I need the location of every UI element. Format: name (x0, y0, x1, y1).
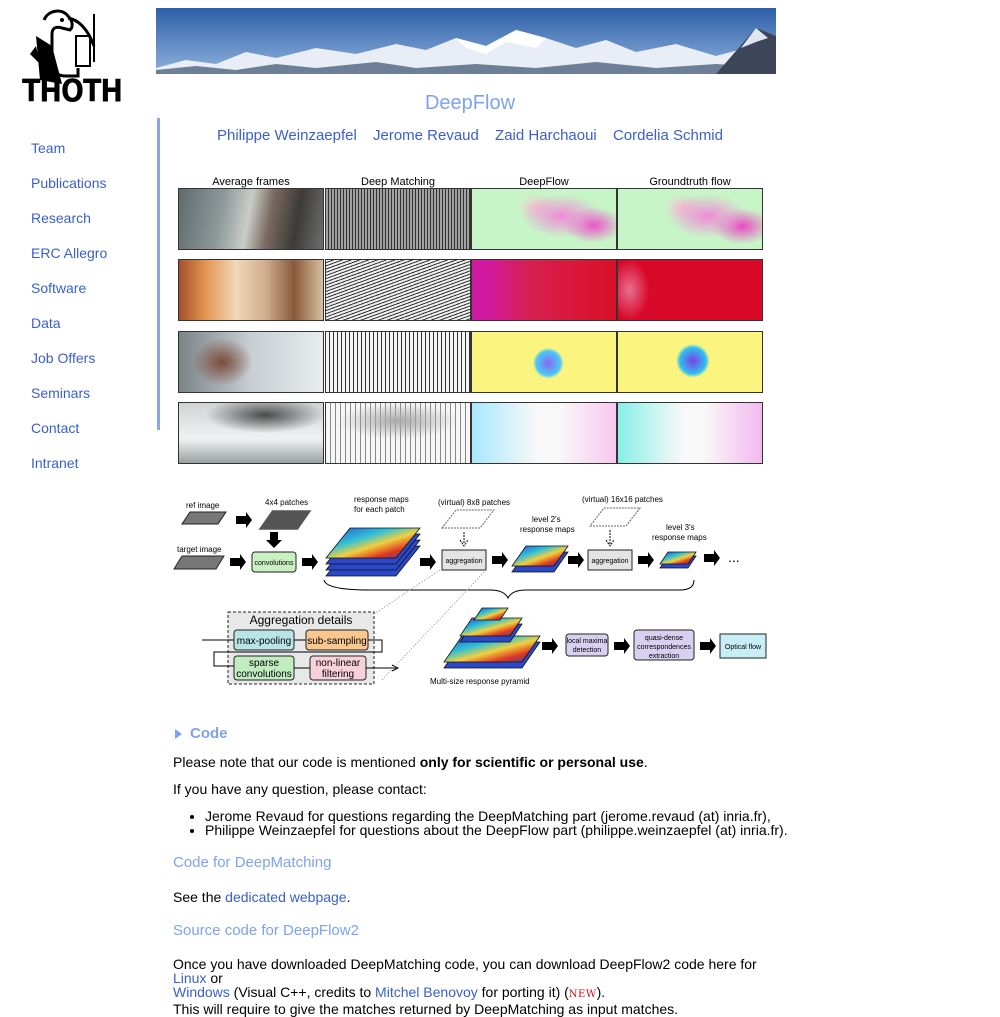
deepmatching-text-suffix: . (346, 889, 351, 905)
average-frame-image (178, 259, 324, 321)
ellipsis: ... (728, 549, 740, 565)
level3-label: level 3's (666, 523, 695, 532)
average-frame-image (178, 402, 324, 464)
arrow-icon (302, 554, 318, 570)
level2-label: level 2's (532, 515, 561, 524)
author-list (156, 127, 784, 144)
column-header-groundtruth-flow: Groundtruth flow (649, 176, 731, 188)
usage-note-text: Please note that our code is mentioned (173, 754, 420, 770)
local-maxima-label: local maxima (566, 638, 608, 645)
arrow-icon (700, 638, 716, 654)
list-item: • Philippe Weinzaepfel for questions about the DeepFlow part (philippe.weinzaepfel (at) inria.fr). (205, 822, 788, 838)
logo-text: THOTH (22, 73, 122, 110)
patches-16x16-label: (virtual) 16x16 patches (582, 495, 663, 504)
non-linear-filtering-sublabel: filtering (321, 669, 355, 680)
deepmatching-text-prefix: See the (173, 889, 226, 905)
response-maps-label: response maps (354, 495, 409, 504)
ref-image-label: ref image (186, 501, 220, 510)
level2-sublabel: response maps (520, 525, 575, 534)
deepmatching-code-heading: Code for DeepMatching (173, 854, 332, 871)
arrow-icon (614, 638, 630, 654)
patches-4x4-label: 4x4 patches (265, 498, 309, 507)
sidebar-item-team[interactable]: Team (31, 140, 66, 156)
usage-note-suffix: . (643, 754, 648, 770)
usage-note (173, 754, 773, 770)
arrow-icon (420, 554, 436, 570)
sidebar-item-contact[interactable]: Contact (31, 420, 80, 436)
pyramid-label: Multi-size response pyramid (430, 677, 530, 686)
thoth-logo[interactable] (22, 6, 122, 110)
aggregation-details-title: Aggregation details (249, 613, 353, 627)
level2-response-maps (512, 546, 568, 572)
convolutions-label: convolutions (254, 560, 294, 567)
dashed-arrow-icon (606, 530, 614, 546)
groundtruth-flow-image (617, 188, 763, 250)
windows-download-link[interactable]: Windows (173, 984, 230, 1000)
groundtruth-flow-image (617, 259, 763, 321)
usage-note-emphasis: only for scientific or personal use (419, 754, 644, 770)
arrow-icon (266, 532, 282, 548)
page-title: DeepFlow (424, 92, 516, 114)
aggregation-label: aggregation (591, 558, 629, 565)
optical-flow-label: Optical flow (724, 644, 762, 651)
non-linear-filtering-label: non-linear (315, 658, 361, 669)
virtual-patch-grid (442, 510, 494, 528)
average-frame-image (178, 188, 324, 250)
arrow-icon (568, 552, 584, 568)
sidebar-item-seminars[interactable]: Seminars (31, 385, 91, 401)
quasi-dense-label: quasi-dense (644, 635, 684, 642)
sub-sampling-label: sub-sampling (307, 636, 367, 647)
deepmatching-text (173, 889, 773, 905)
deepflow2-text-1: Once you have downloaded DeepMatching code, you can download DeepFlow2 code here for (173, 956, 757, 972)
deepflow2-text-3: for porting it) ( (477, 984, 569, 1000)
code-heading-label: Code (190, 725, 228, 742)
deepflow2-text (173, 957, 773, 1016)
deepflow2-code-heading: Source code for DeepFlow2 (173, 922, 359, 939)
mountain-banner-image (156, 8, 776, 74)
sidebar-nav (0, 118, 160, 471)
pipeline-diagram (170, 494, 770, 694)
author-link-schmid[interactable]: Cordelia Schmid (612, 127, 723, 144)
column-header-deep-matching: Deep Matching (361, 176, 435, 188)
author-link-harchaoui[interactable]: Zaid Harchaoui (495, 127, 597, 144)
local-maxima-sublabel: detection (572, 647, 602, 654)
arrow-icon (230, 554, 246, 570)
column-header-average-frames: Average frames (212, 176, 290, 188)
arrow-icon (638, 552, 654, 568)
average-frame-image (178, 331, 324, 393)
sidebar-item-data[interactable]: Data (31, 315, 61, 331)
max-pooling-label: max-pooling (236, 636, 292, 647)
deepflow-image (471, 331, 617, 393)
response-maps-sublabel: for each patch (354, 505, 405, 514)
sidebar-item-software[interactable]: Software (31, 280, 87, 296)
deepflow2-text-line2: This will require to give the matches returned by DeepMatching as input matches. (173, 1001, 679, 1017)
deepflow-image (471, 188, 617, 250)
sidebar-item-job-offers[interactable]: Job Offers (31, 350, 96, 366)
level3-response-maps (660, 552, 696, 568)
groundtruth-flow-image (617, 331, 763, 393)
groundtruth-flow-image (617, 402, 763, 464)
mountain-banner (156, 8, 776, 74)
sidebar-item-publications[interactable]: Publications (31, 175, 107, 191)
quasi-dense-sublabel: correspondences (637, 644, 691, 651)
arrow-icon (542, 638, 558, 654)
arrow-icon (704, 550, 720, 566)
column-header-deepflow: DeepFlow (519, 176, 569, 188)
virtual-patch-grid (590, 508, 640, 526)
arrow-icon (236, 512, 252, 528)
contact-intro: If you have any question, please contact: (173, 781, 427, 797)
deepflow-image (471, 402, 617, 464)
target-image-label: target image (177, 545, 222, 554)
expand-triangle-icon[interactable] (175, 729, 182, 739)
code-section-heading[interactable] (173, 726, 228, 742)
quasi-dense-sublabel-2: extraction (648, 653, 680, 660)
deepflow2-text-4: ). (596, 984, 606, 1000)
deep-matching-image (325, 188, 471, 250)
deep-matching-image (325, 402, 471, 464)
target-image-thumbnail (174, 556, 224, 569)
patch-grid (258, 510, 312, 530)
linux-download-link[interactable]: Linux (173, 970, 207, 986)
dedicated-webpage-link[interactable]: dedicated webpage (225, 889, 347, 905)
level3-sublabel: response maps (652, 533, 707, 542)
new-badge: NEW (568, 989, 597, 1000)
author-link-weinzaepfel[interactable]: Philippe Weinzaepfel (217, 127, 357, 144)
aggregation-label: aggregation (445, 558, 483, 565)
mitchel-benovoy-link[interactable]: Mitchel Benovoy (375, 984, 478, 1000)
deepflow-image (471, 259, 617, 321)
patches-8x8-label: (virtual) 8x8 patches (438, 498, 511, 507)
deep-matching-image (325, 331, 471, 393)
deep-matching-image (325, 259, 471, 321)
arrow-icon (492, 552, 508, 568)
response-pyramid (444, 608, 540, 668)
deepflow2-text-2: (Visual C++, credits to (229, 984, 376, 1000)
deepflow2-text-or: or (206, 970, 223, 986)
sparse-convolutions-label: sparse (248, 658, 280, 669)
author-link-revaud[interactable]: Jerome Revaud (372, 127, 479, 144)
brace-connector (324, 580, 694, 598)
ref-image-thumbnail (182, 512, 226, 524)
sidebar-item-intranet[interactable]: Intranet (31, 455, 79, 471)
list-item: • Jerome Revaud for questions regarding the DeepMatching part (jerome.revaud (at) inria.fr), (205, 808, 771, 824)
sidebar-item-research[interactable]: Research (31, 210, 91, 226)
sidebar-item-erc-allegro[interactable]: ERC Allegro (31, 245, 108, 261)
response-maps-stack (326, 528, 420, 576)
sparse-convolutions-sublabel: convolutions (236, 669, 292, 680)
dashed-arrow-icon (460, 532, 468, 546)
